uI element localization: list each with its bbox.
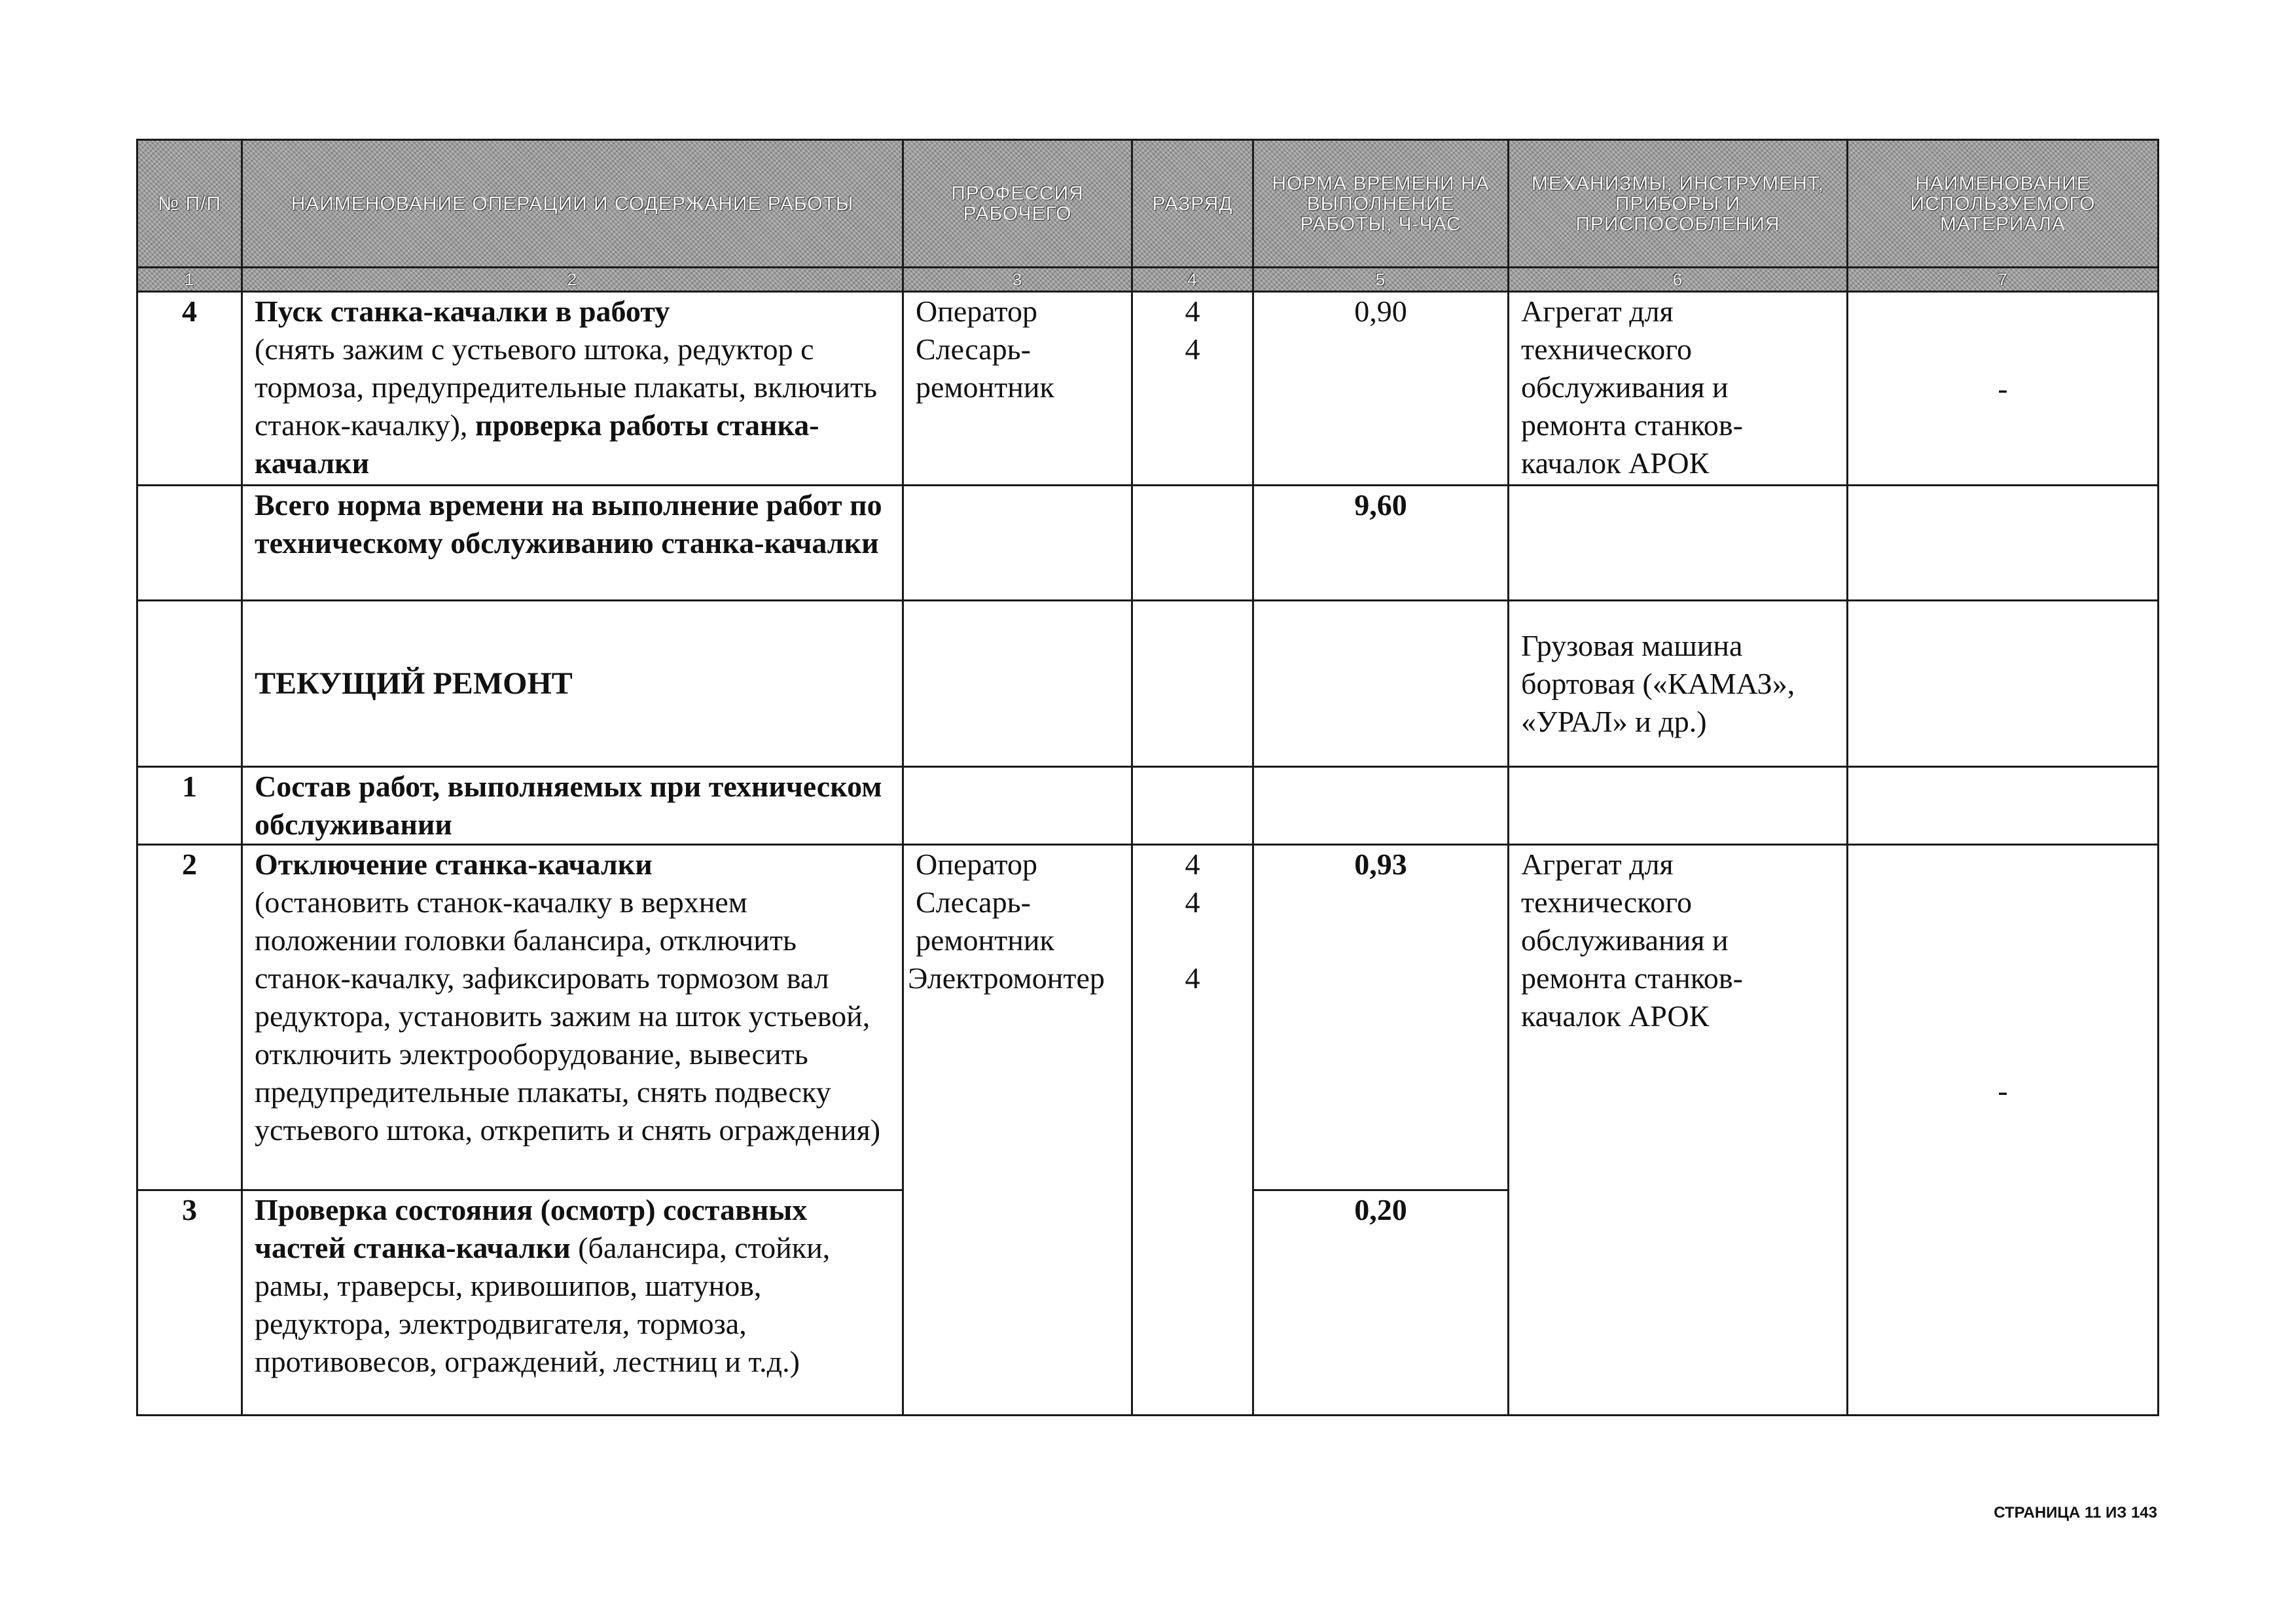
norm-cell	[1253, 767, 1509, 845]
norm-cell: 0,93	[1253, 845, 1509, 1190]
column-number: 5	[1253, 268, 1509, 292]
tools-cell	[1509, 486, 1848, 601]
profession-cell	[903, 845, 1132, 1416]
material-cell	[1848, 601, 2159, 767]
header-profession: ПРОФЕССИЯ РАБОЧЕГО	[903, 140, 1132, 268]
norm-cell: 0,20	[1253, 1190, 1509, 1416]
table-row-composition	[137, 767, 2159, 845]
column-number-row	[137, 268, 2159, 292]
operation-text: (остановить станок-качалку в верхнем положении головки балансира, отключить станок-качалку, зафиксировать тормозом вал редуктора, установить зажим на шток устьевой, отключить электрооборудование, вывесить предупредительные плакаты, снять подвеску устьевого штока, открепить и снять ограждения)	[255, 885, 881, 1147]
work-table	[136, 139, 2159, 1416]
profession-item: Оператор	[916, 294, 1037, 328]
operation-title: Пуск станка-качалки в работу	[255, 294, 670, 328]
profession-item: Слесарь-ремонтник	[916, 332, 1054, 404]
row-number	[137, 601, 242, 767]
page-number: СТРАНИЦА 11 ИЗ 143	[1994, 1504, 2157, 1522]
tools-cell: Агрегат для технического обслуживания и ремонта станков-качалок АРОК	[1509, 845, 1848, 1416]
grade-item: 4	[1185, 332, 1200, 366]
operation-title: Проверка состояния (осмотр) составных частей станка-качалки	[255, 1193, 808, 1264]
norm-cell	[1253, 601, 1509, 767]
profession-item: Слесарь-ремонтник	[916, 885, 1054, 957]
tools-cell	[1509, 767, 1848, 845]
operation-text-bold: проверка работы станка-качалки	[255, 408, 819, 480]
column-number: 7	[1848, 268, 2159, 292]
row-number: 3	[137, 1190, 242, 1416]
grade-cell	[1132, 292, 1253, 486]
row-number: 2	[137, 845, 242, 1190]
material-cell: -	[1848, 845, 2159, 1416]
profession-cell	[903, 601, 1132, 767]
grade-item: 4	[1185, 885, 1200, 919]
operation-title: Состав работ, выполняемых при техническом обслуживании	[242, 767, 903, 845]
profession-cell	[903, 486, 1132, 601]
row-number: 1	[137, 767, 242, 845]
profession-item: Оператор	[916, 847, 1037, 881]
grade-cell	[1132, 486, 1253, 601]
section-tools: Грузовая машина бортовая («КАМАЗ», «УРАЛ» и др.)	[1509, 601, 1848, 767]
column-number: 4	[1132, 268, 1253, 292]
material-cell	[1848, 767, 2159, 845]
grade-item: 4	[1185, 294, 1200, 328]
header-tools: МЕХАНИЗМЫ, ИНСТРУМЕНТ, ПРИБОРЫ И ПРИСПОСОБЛЕНИЯ	[1509, 140, 1848, 268]
operation-cell	[242, 292, 903, 486]
operation-title: Отключение станка-качалки	[255, 847, 653, 881]
header-num: № П/П	[137, 140, 242, 268]
tools-cell: Агрегат для технического обслуживания и ремонта станков-качалок АРОК	[1509, 292, 1848, 486]
profession-cell	[903, 292, 1132, 486]
total-text: Всего норма времени на выполнение работ по техническому обслуживанию станка-качалки	[242, 486, 903, 601]
grade-item: 4	[1185, 847, 1200, 881]
profession-cell	[903, 767, 1132, 845]
column-number: 2	[242, 268, 903, 292]
header-operation: НАИМЕНОВАНИЕ ОПЕРАЦИИ И СОДЕРЖАНИЕ РАБОТЫ	[242, 140, 903, 268]
profession-item: Электромонтер	[908, 961, 1105, 995]
header-norm: НОРМА ВРЕМЕНИ НА ВЫПОЛНЕНИЕ РАБОТЫ, Ч-ЧАС	[1253, 140, 1509, 268]
material-cell: -	[1848, 292, 2159, 486]
header-grade: РАЗРЯД	[1132, 140, 1253, 268]
header-material: НАИМЕНОВАНИЕ ИСПОЛЬЗУЕМОГО МАТЕРИАЛА	[1848, 140, 2159, 268]
column-number: 1	[137, 268, 242, 292]
table-row-section	[137, 601, 2159, 767]
table-header-row	[137, 140, 2159, 268]
operation-cell	[242, 1190, 903, 1416]
total-norm: 9,60	[1253, 486, 1509, 601]
grade-cell	[1132, 845, 1253, 1416]
grade-cell	[1132, 767, 1253, 845]
grade-item: 4	[1185, 961, 1200, 995]
operation-text: (снять зажим с устьевого штока, редуктор с тормоза, предупредительные плакаты, включить станок-качалку),	[255, 332, 878, 442]
row-number: 4	[137, 292, 242, 486]
section-title: ТЕКУЩИЙ РЕМОНТ	[242, 601, 903, 767]
table-row-shutdown	[137, 845, 2159, 1190]
norm-cell: 0,90	[1253, 292, 1509, 486]
row-number	[137, 486, 242, 601]
material-cell	[1848, 486, 2159, 601]
operation-cell	[242, 845, 903, 1190]
table-row-start-unit	[137, 292, 2159, 486]
column-number: 3	[903, 268, 1132, 292]
table-row-total	[137, 486, 2159, 601]
column-number: 6	[1509, 268, 1848, 292]
operation-details	[255, 330, 890, 482]
grade-cell	[1132, 601, 1253, 767]
operation-text: (балансира, стойки, рамы, траверсы, кривошипов, шатунов, редуктора, электродвигателя, тормоза, противовесов, ограждений, лестниц и т.д.)	[255, 1231, 831, 1378]
